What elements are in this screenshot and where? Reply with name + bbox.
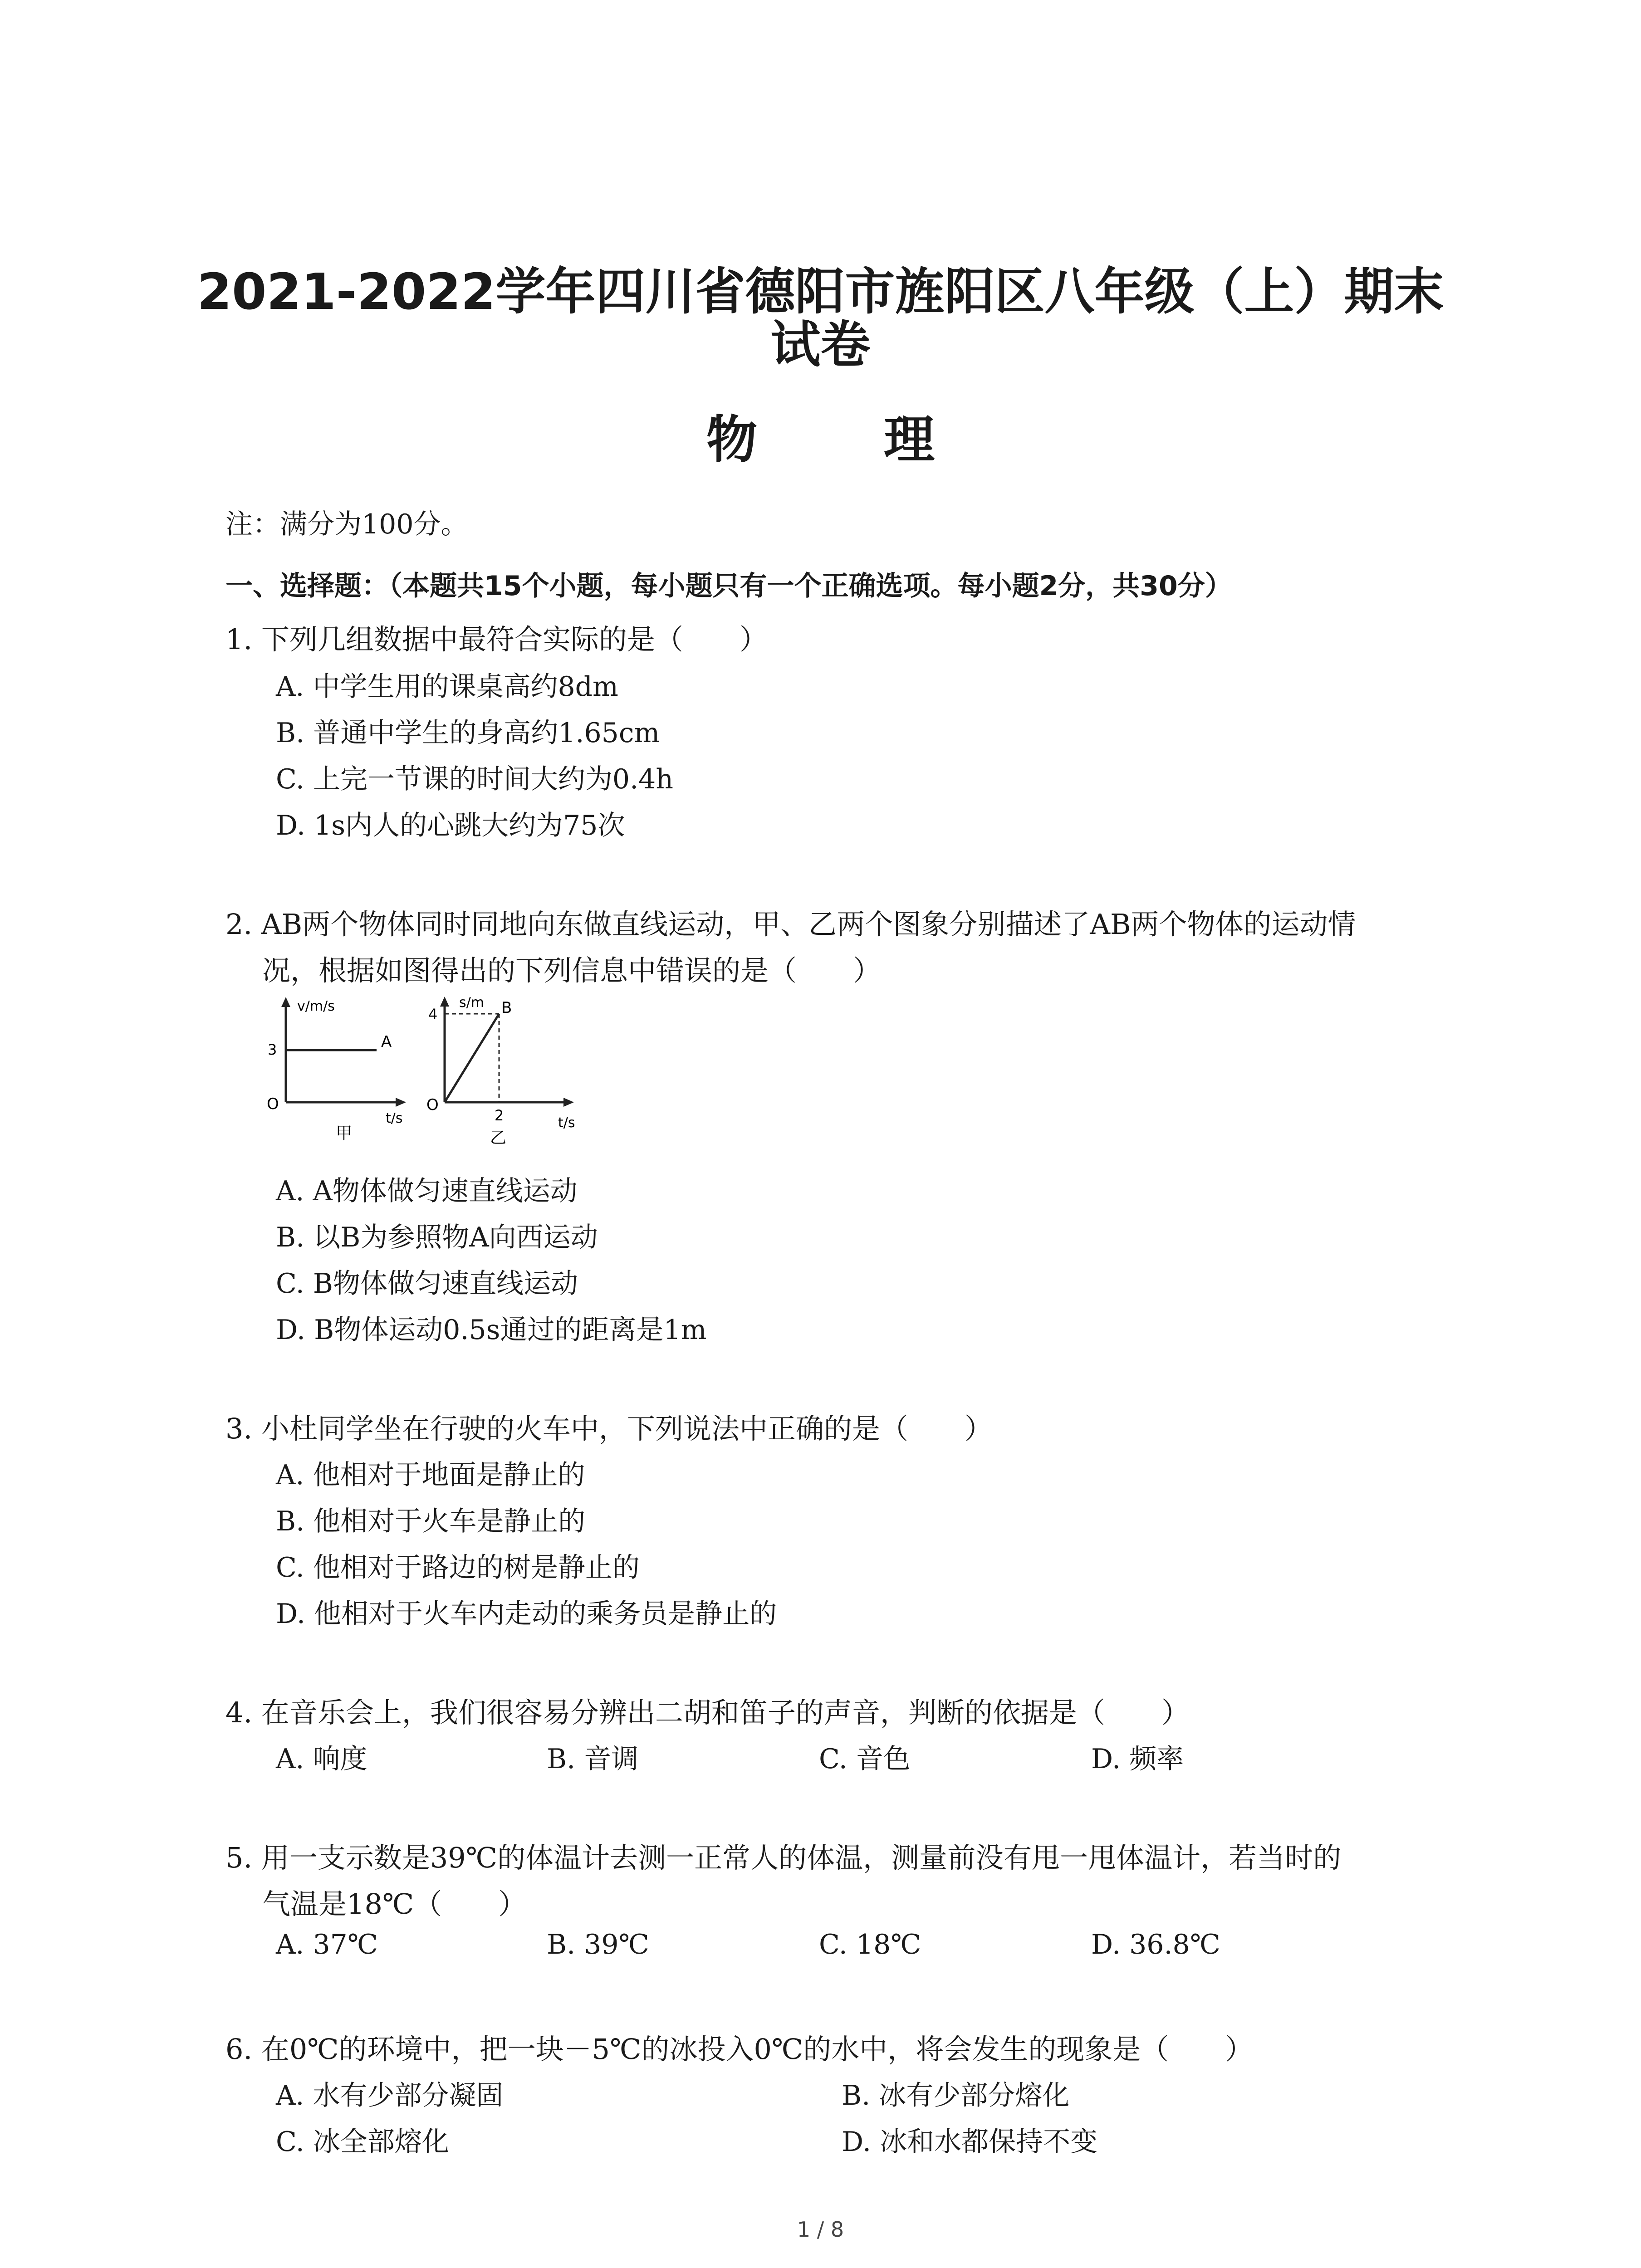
line-label-a: A xyxy=(381,1033,392,1051)
y-tick-label: 4 xyxy=(428,1006,438,1023)
question-stem: 1. 下列几组数据中最符合实际的是（ ） xyxy=(225,623,768,656)
page-number: 1 / 8 xyxy=(797,2217,844,2242)
option-d: D. 冰和水都保持不变 xyxy=(842,2126,1098,2158)
option-a: A. 响度 xyxy=(276,1743,367,1775)
subject-title: 物 理 xyxy=(706,411,989,469)
option-a: A. 水有少部分凝固 xyxy=(276,2080,504,2112)
option-d: D. 他相对于火车内走动的乘务员是静止的 xyxy=(276,1598,777,1630)
option-b: B. 他相对于火车是静止的 xyxy=(276,1505,586,1537)
exam-title-line2: 试卷 xyxy=(770,316,871,374)
y-tick-label: 3 xyxy=(268,1041,277,1058)
option-d: D. 频率 xyxy=(1091,1743,1184,1775)
option-c: C. 冰全部熔化 xyxy=(276,2126,449,2158)
figure-caption-yi: 乙 xyxy=(490,1129,507,1147)
y-axis-label: v/m/s xyxy=(297,998,335,1014)
question-stem: 6. 在0℃的环境中，把一块－5℃的冰投入0℃的水中，将会发生的现象是（ ） xyxy=(225,2033,1254,2066)
x-axis-label: t/s xyxy=(558,1115,575,1131)
option-a: A. A物体做匀速直线运动 xyxy=(276,1175,578,1207)
question-stem: 2. AB两个物体同时同地向东做直线运动，甲、乙两个图象分别描述了AB两个物体的运动情 xyxy=(225,908,1356,941)
distance-time-graph-yi xyxy=(417,991,599,1150)
option-a: A. 中学生用的课桌高约8dm xyxy=(276,671,618,703)
score-note: 注：满分为100分。 xyxy=(225,508,468,540)
option-b: B. 39℃ xyxy=(547,1929,649,1960)
point-label-b: B xyxy=(501,999,512,1017)
question-stem-continued: 况，根据如图得出的下列信息中错误的是（ ） xyxy=(262,954,882,987)
option-b: B. 普通中学生的身高约1.65cm xyxy=(276,717,660,749)
option-b: B. 音调 xyxy=(547,1743,639,1775)
option-c: C. 音色 xyxy=(819,1743,911,1775)
question-stem-continued: 气温是18℃（ ） xyxy=(262,1887,527,1921)
option-d: D. 1s内人的心跳大约为75次 xyxy=(276,810,625,841)
x-axis-label: t/s xyxy=(386,1110,403,1126)
y-axis-label: s/m xyxy=(459,995,484,1011)
option-a: A. 他相对于地面是静止的 xyxy=(276,1459,585,1491)
figure-caption-jia: 甲 xyxy=(336,1124,353,1143)
x-tick-label: 2 xyxy=(495,1107,504,1124)
option-b: B. 冰有少部分熔化 xyxy=(842,2080,1070,2112)
option-a: A. 37℃ xyxy=(276,1929,378,1960)
origin-label: O xyxy=(267,1095,279,1113)
section-heading-choice: 一、选择题：（本题共15个小题，每小题只有一个正确选项。每小题2分，共30分） xyxy=(225,570,1232,602)
option-c: C. 他相对于路边的树是静止的 xyxy=(276,1552,640,1584)
question-stem: 5. 用一支示数是39℃的体温计去测一正常人的体温，测量前没有甩一甩体温计，若当时的 xyxy=(225,1841,1342,1874)
origin-label: O xyxy=(426,1096,439,1114)
question-stem: 4. 在音乐会上，我们很容易分辨出二胡和笛子的声音，判断的依据是（ ） xyxy=(225,1696,1190,1729)
option-c: C. B物体做匀速直线运动 xyxy=(276,1268,578,1300)
option-b: B. 以B为参照物A向西运动 xyxy=(276,1222,598,1253)
velocity-time-graph-jia xyxy=(254,993,417,1148)
exam-title-line1: 2021-2022学年四川省德阳市旌阳区八年级（上）期末 xyxy=(197,263,1444,321)
option-d: D. B物体运动0.5s通过的距离是1m xyxy=(276,1314,707,1346)
option-c: C. 上完一节课的时间大约为0.4h xyxy=(276,763,673,795)
option-d: D. 36.8℃ xyxy=(1091,1929,1220,1960)
question-stem: 3. 小杜同学坐在行驶的火车中，下列说法中正确的是（ ） xyxy=(225,1412,993,1445)
option-c: C. 18℃ xyxy=(819,1929,921,1960)
